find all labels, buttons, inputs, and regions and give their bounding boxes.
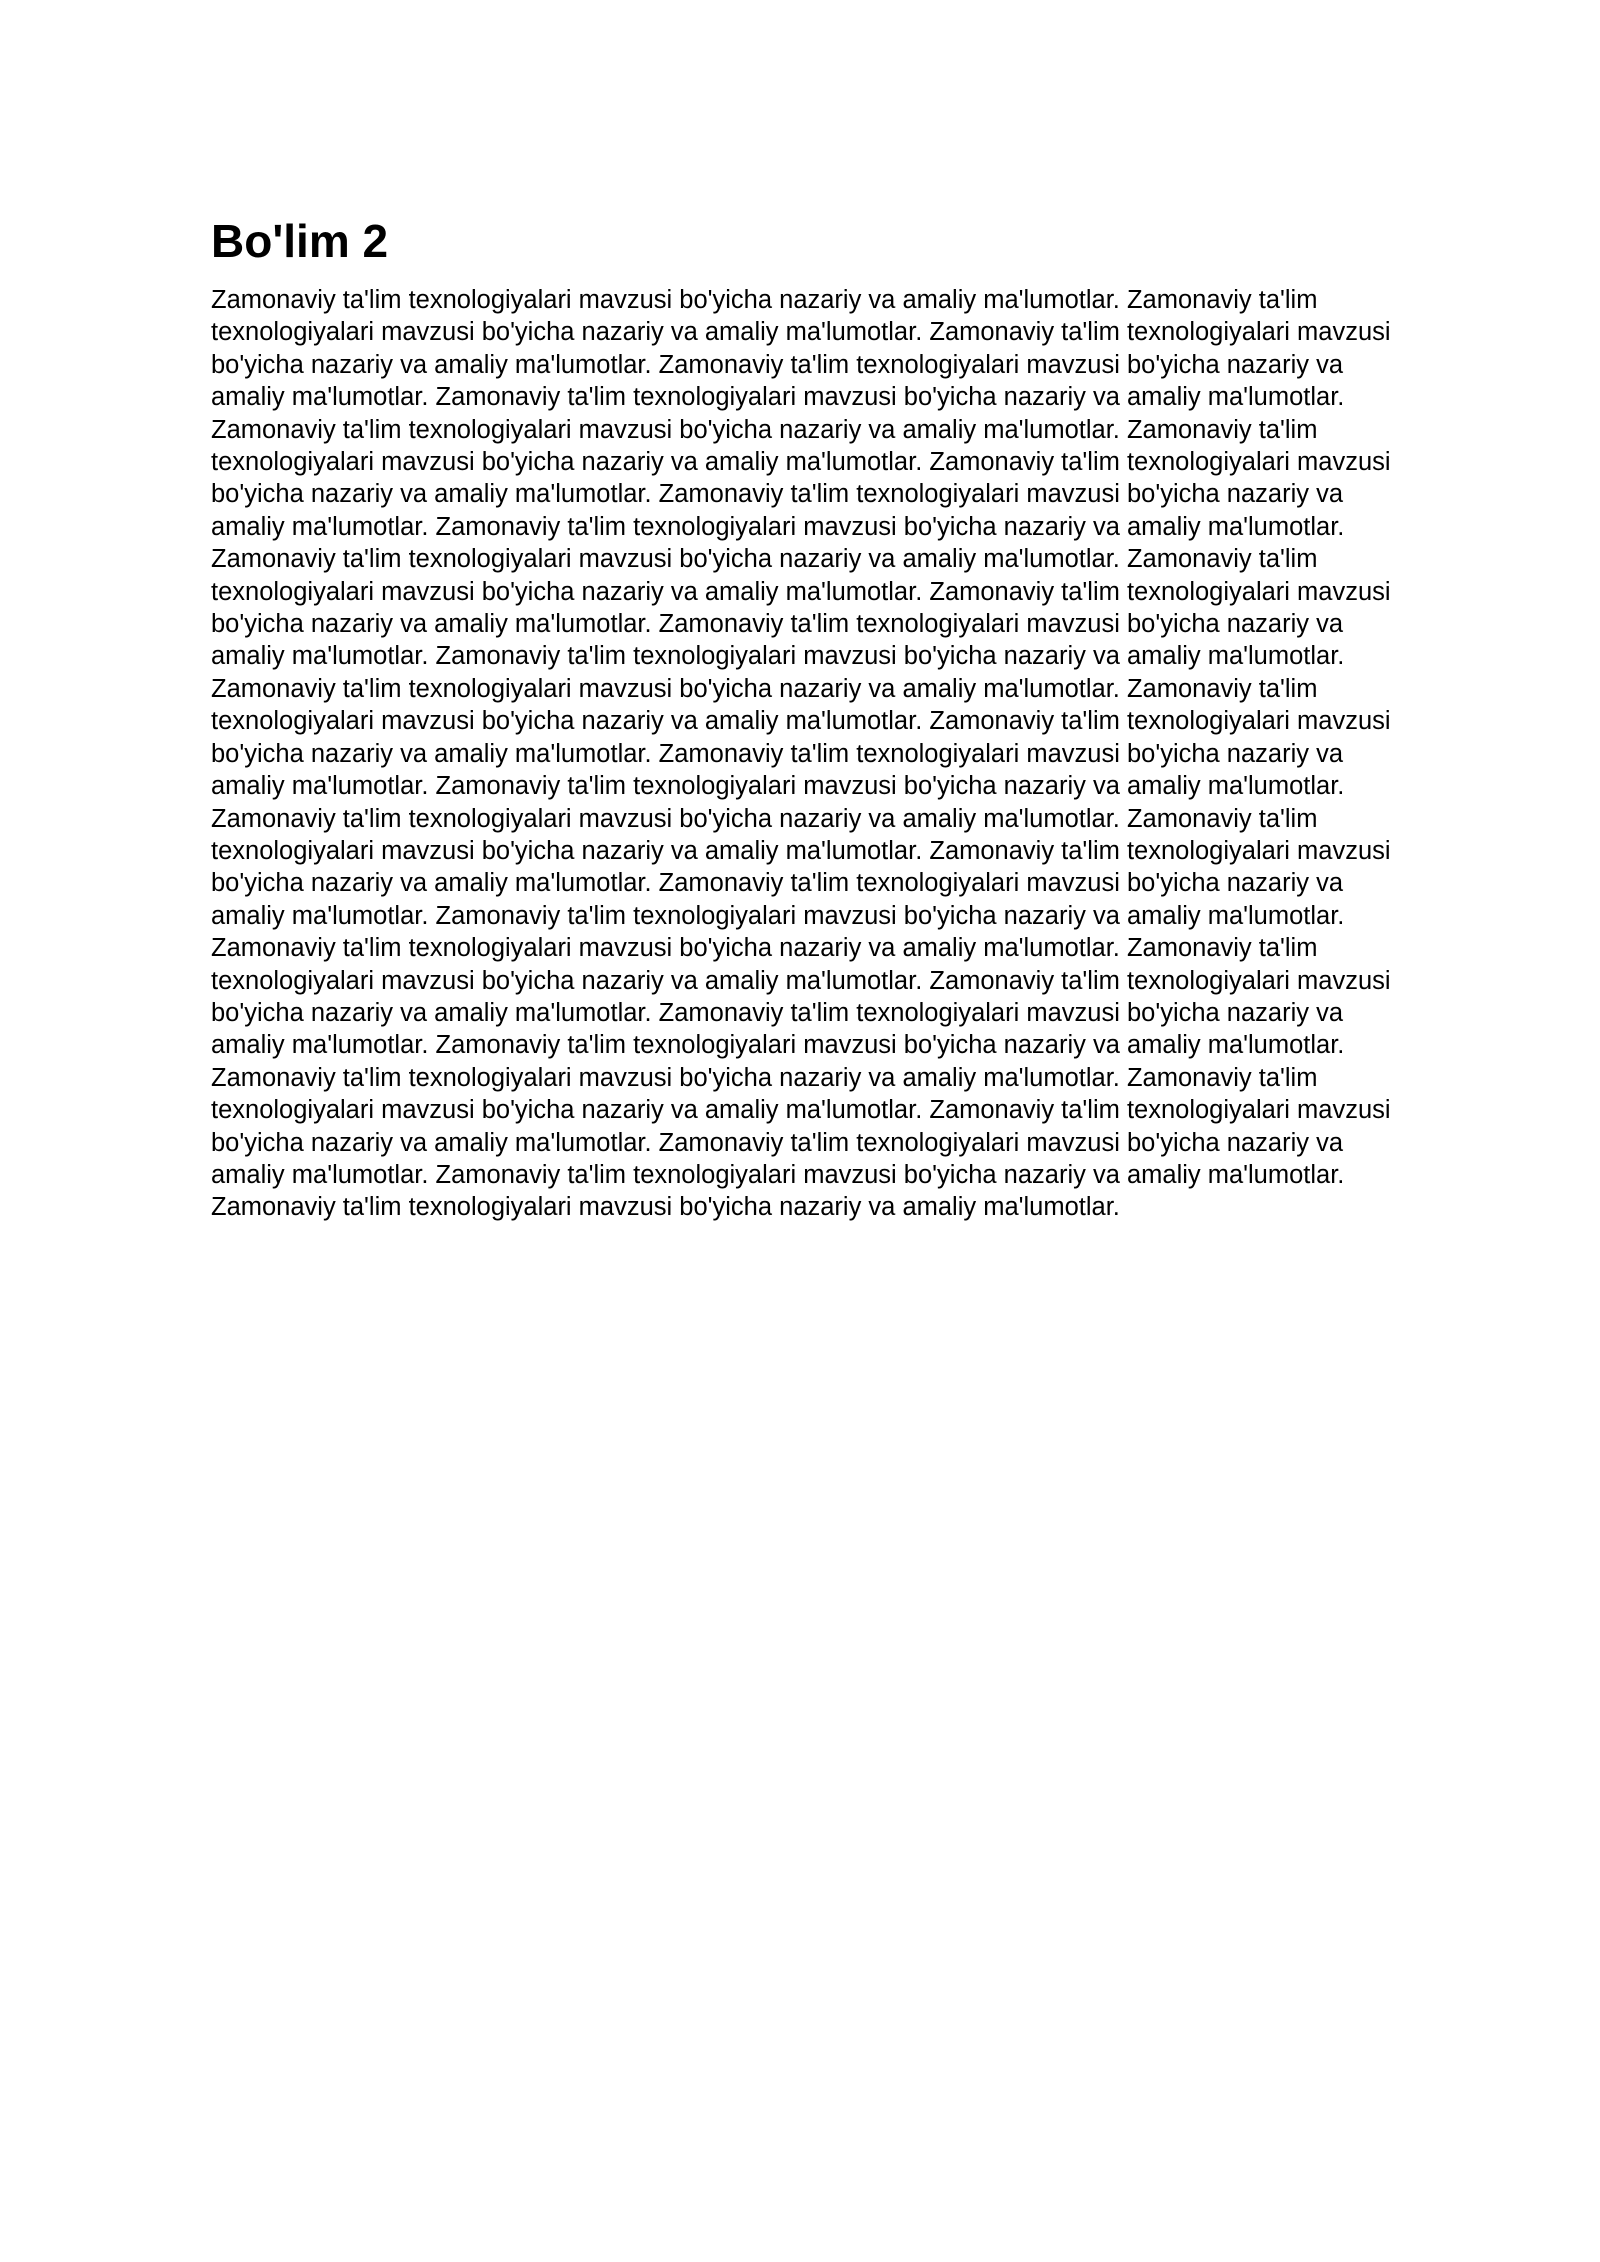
page-content bbox=[211, 212, 1399, 1224]
section-heading: Bo'lim 2 bbox=[211, 215, 389, 267]
body-paragraph: Zamonaviy ta'lim texnologiyalari mavzusi bo'yicha nazariy va amaliy ma'lumotlar. Zamonaviy ta'lim texnologiyalari mavzusi bo'yicha nazariy va amaliy ma'lumotlar. Zamonaviy ta'lim texnologiyalari mavzusi bo'yicha nazariy va amaliy ma'lumotlar. Zamonaviy ta'lim texnologiyalari mavzusi bo'yicha nazariy va amaliy ma'lumotlar. Zamonaviy ta'lim texnologiyalari mavzusi bo'yicha nazariy va amaliy ma'lumotlar. Zamonaviy ta'lim texnologiyalari mavzusi bo'yicha nazariy va amaliy ma'lumotlar. Zamonaviy ta'lim texnologiyalari mavzusi bo'yicha nazariy va amaliy ma'lumotlar. Zamonaviy ta'lim texnologiyalari mavzusi bo'yicha nazariy va amaliy ma'lumotlar. Zamonaviy ta'lim texnologiyalari mavzusi bo'yicha nazariy va amaliy ma'lumotlar. Zamonaviy ta'lim texnologiyalari mavzusi bo'yicha nazariy va amaliy ma'lumotlar. Zamonaviy ta'lim texnologiyalari mavzusi bo'yicha nazariy va amaliy ma'lumotlar. Zamonaviy ta'lim texnologiyalari mavzusi bo'yicha nazariy va amaliy ma'lumotlar. Zamonaviy ta'lim texnologiyalari mavzusi bo'yicha nazariy va amaliy ma'lumotlar. Zamonaviy ta'lim texnologiyalari mavzusi bo'yicha nazariy va amaliy ma'lumotlar. Zamonaviy ta'lim texnologiyalari mavzusi bo'yicha nazariy va amaliy ma'lumotlar. Zamonaviy ta'lim texnologiyalari mavzusi bo'yicha nazariy va amaliy ma'lumotlar. Zamonaviy ta'lim texnologiyalari mavzusi bo'yicha nazariy va amaliy ma'lumotlar. Zamonaviy ta'lim texnologiyalari mavzusi bo'yicha nazariy va amaliy ma'lumotlar. Zamonaviy ta'lim texnologiyalari mavzusi bo'yicha nazariy va amaliy ma'lumotlar. Zamonaviy ta'lim texnologiyalari mavzusi bo'yicha nazariy va amaliy ma'lumotlar. Zamonaviy ta'lim texnologiyalari mavzusi bo'yicha nazariy va amaliy ma'lumotlar. Zamonaviy ta'lim texnologiyalari mavzusi bo'yicha nazariy va amaliy ma'lumotlar. Zamonaviy ta'lim texnologiyalari mavzusi bo'yicha nazariy va amaliy ma'lumotlar. Zamonaviy ta'lim texnologiyalari mavzusi bo'yicha nazariy va amaliy ma'lumotlar. Zamonaviy ta'lim texnologiyalari mavzusi bo'yicha nazariy va amaliy ma'lumotlar. Zamonaviy ta'lim texnologiyalari mavzusi bo'yicha nazariy va amaliy ma'lumotlar. Zamonaviy ta'lim texnologiyalari mavzusi bo'yicha nazariy va amaliy ma'lumotlar. Zamonaviy ta'lim texnologiyalari mavzusi bo'yicha nazariy va amaliy ma'lumotlar. Zamonaviy ta'lim texnologiyalari mavzusi bo'yicha nazariy va amaliy ma'lumotlar. Zamonaviy ta'lim texnologiyalari mavzusi bo'yicha nazariy va amaliy ma'lumotlar. Zamonaviy ta'lim texnologiyalari mavzusi bo'yicha nazariy va amaliy ma'lumotlar. Zamonaviy ta'lim texnologiyalari mavzusi bo'yicha nazariy va amaliy ma'lumotlar. Zamonaviy ta'lim texnologiyalari mavzusi bo'yicha nazariy va amaliy ma'lumotlar. Zamonaviy ta'lim texnologiyalari mavzusi bo'yicha nazariy va amaliy ma'lumotlar. Zamonaviy ta'lim texnologiyalari mavzusi bo'yicha nazariy va amaliy ma'lumotlar. Zamonaviy ta'lim texnologiyalari mavzusi bo'yicha nazariy va amaliy ma'lumotlar. bbox=[211, 286, 1391, 1222]
